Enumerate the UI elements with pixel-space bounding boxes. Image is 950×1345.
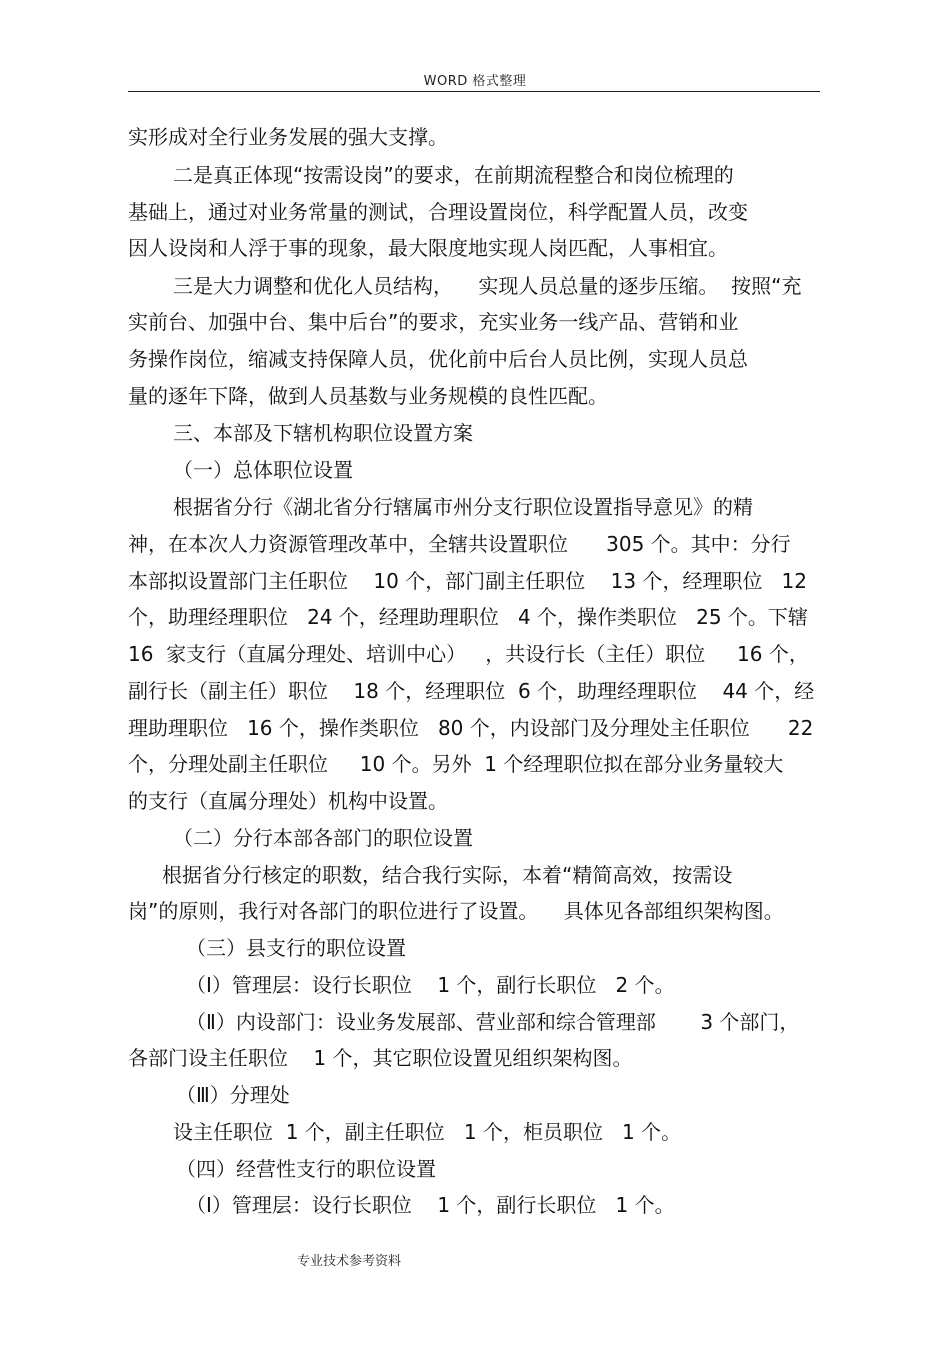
section-heading: 三、本部及下辖机构职位设置方案 xyxy=(173,421,473,445)
text-line: 实前台、加强中台、集中后台”的要求，充实业务一线产品、营销和业 xyxy=(128,310,739,334)
subsection-heading: （一）总体职位设置 xyxy=(173,458,353,482)
text-line: 实形成对全行业务发展的强大支撑。 xyxy=(128,125,448,149)
text-line: 副行长（副主任）职位 18 个，经理职位 6 个，助理经理职位 44 个，经 xyxy=(128,679,815,703)
text-line: 神，在本次人力资源管理改革中，全辖共设置职位 305 个。其中：分行 xyxy=(128,532,791,556)
subsection-heading: （三）县支行的职位设置 xyxy=(186,936,406,960)
text-line: 16 家支行（直属分理处、培训中心） ，共设行长（主任）职位 16 个， xyxy=(128,642,809,666)
text-line: 的支行（直属分理处）机构中设置。 xyxy=(128,789,448,813)
subsection-heading: （四）经营性支行的职位设置 xyxy=(176,1157,436,1181)
header-divider xyxy=(128,91,820,92)
text-line: 岗”的原则，我行对各部门的职位进行了设置。 具体见各部组织架构图。 xyxy=(128,899,784,923)
text-line: 设主任职位 1 个，副主任职位 1 个，柜员职位 1 个。 xyxy=(173,1120,682,1144)
subsection-heading: （二）分行本部各部门的职位设置 xyxy=(173,826,473,850)
text-line: 因人设岗和人浮于事的现象，最大限度地实现人岗匹配，人事相宜。 xyxy=(128,236,728,260)
text-line: 量的逐年下降，做到人员基数与业务规模的良性匹配。 xyxy=(128,384,608,408)
page-footer: 专业技术参考资料 xyxy=(297,1254,402,1269)
text-line: （Ⅰ）管理层：设行长职位 1 个，副行长职位 1 个。 xyxy=(186,1193,675,1217)
text-line: 根据省分行《湖北省分行辖属市州分支行职位设置指导意见》的精 xyxy=(173,495,753,519)
text-line: 各部门设主任职位 1 个，其它职位设置见组织架构图。 xyxy=(128,1046,633,1070)
text-line: 务操作岗位，缩减支持保障人员，优化前中后台人员比例，实现人员总 xyxy=(128,347,748,371)
text-line: （Ⅰ）管理层：设行长职位 1 个，副行长职位 2 个。 xyxy=(186,973,675,997)
text-line: 三是大力调整和优化人员结构， 实现人员总量的逐步压缩。 按照“充 xyxy=(173,274,802,298)
text-line: 基础上，通过对业务常量的测试，合理设置岗位，科学配置人员，改变 xyxy=(128,200,748,224)
text-line: 个，分理处副主任职位 10 个。另外 1 个经理职位拟在部分业务量较大 xyxy=(128,752,784,776)
text-line: 个，助理经理职位 24 个，经理助理职位 4 个，操作类职位 25 个。下辖 xyxy=(128,605,808,629)
text-line: （Ⅱ）内设部门：设业务发展部、营业部和综合管理部 3 个部门， xyxy=(186,1010,800,1034)
page-header: WORD 格式整理 xyxy=(423,74,527,89)
text-line: 本部拟设置部门主任职位 10 个，部门副主任职位 13 个，经理职位 12 xyxy=(128,569,807,593)
text-line: （Ⅲ）分理处 xyxy=(176,1083,290,1107)
text-line: 根据省分行核定的职数，结合我行实际，本着“精简高效，按需设 xyxy=(162,863,733,887)
text-line: 理助理职位 16 个，操作类职位 80 个，内设部门及分理处主任职位 22 xyxy=(128,716,814,740)
text-line: 二是真正体现“按需设岗”的要求，在前期流程整合和岗位梳理的 xyxy=(173,163,734,187)
